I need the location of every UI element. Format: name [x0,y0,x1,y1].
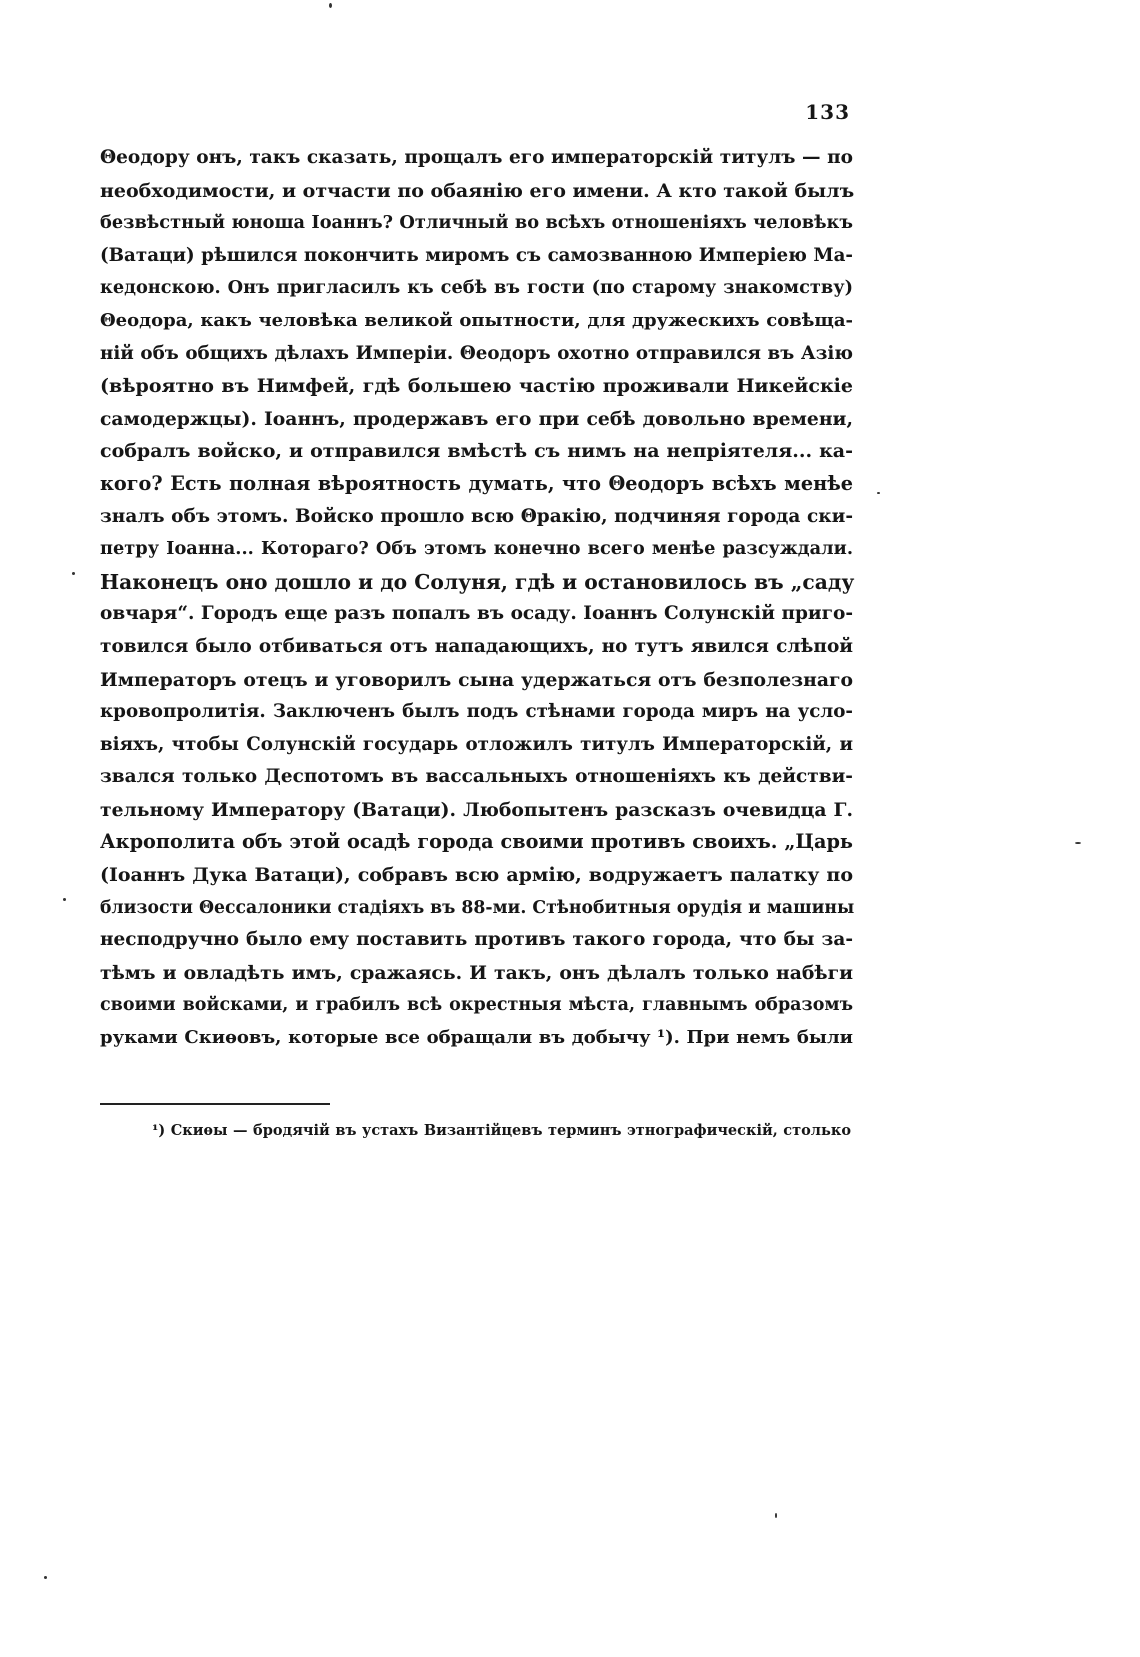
text-line: (вѣроятно въ Нимфей, гдѣ большею частію проживали Никейскіе [100,375,853,398]
text-line: тѣмъ и овладѣть имъ, сражаясь. И такъ, онъ дѣлалъ только набѣги [100,961,853,984]
scan-speck [44,1576,47,1579]
text-line: необходимости, и отчасти по обаянію его имени. А кто такой былъ [100,179,855,202]
text-line: несподручно было ему поставить противъ такого города, что бы за- [100,929,853,951]
scan-speck [877,492,880,494]
footnote-divider [100,1103,330,1105]
text-line: віяхъ, чтобы Солунскій государь отложилъ титулъ Императорскій, и [100,733,853,755]
text-line: овчаря“. Городъ еще разъ попалъ въ осаду. Іоаннъ Солунскій приго- [100,603,853,625]
text-line: тельному Императору (Ватаци). Любопытенъ разсказъ очевидца Г. [100,798,853,821]
text-line: Императоръ отецъ и уговорилъ сына удержаться отъ безполезнаго [100,668,853,691]
scan-speck [775,1513,777,1518]
text-line: Θеодора, какъ человѣка великой опытности, для дружескихъ совѣща- [100,309,853,331]
text-line: Θеодору онъ, такъ сказать, прощалъ его императорскій титулъ — по [100,147,853,168]
scan-speck [72,572,75,575]
page-number: 133 [805,100,850,124]
scan-speck [1075,842,1081,844]
text-line: Акрополита объ этой осадѣ города своими противъ своихъ. „Царь [100,830,853,854]
text-line: собралъ войско, и отправился вмѣстѣ съ нимъ на непріятеля... ка- [100,440,853,463]
body-text [100,142,853,1055]
text-line: товился было отбиваться отъ нападающихъ, но тутъ явился слѣпой [100,635,853,657]
text-line: звался только Деспотомъ въ вассальныхъ отношеніяхъ къ действи- [100,766,853,788]
text-line: своими войсками, и грабилъ всѣ окрестныя мѣста, главнымъ образомъ [100,995,853,1016]
text-line: самодержцы). Іоаннъ, продержавъ его при себѣ довольно времени, [100,407,853,430]
scan-speck [329,3,332,8]
footnote: ¹) Скиѳы — бродячій въ устахъ Византійцевъ терминъ этнографическій, столько [152,1122,851,1139]
text-line: близости Θессалоники стадіяхъ въ 88-ми. Стѣнобитныя орудія и машины [100,897,855,918]
text-line: кедонскою. Онъ пригласилъ къ себѣ въ гости (по старому знакомству) [100,277,853,299]
text-line: кровопролитія. Заключенъ былъ подъ стѣнами города миръ на усло- [100,701,853,723]
text-line: руками Скиѳовъ, которые все обращали въ добычу ¹). При немъ были [100,1027,853,1049]
text-line: ній объ общихъ дѣлахъ Имперіи. Θеодоръ охотно отправился въ Азію [100,342,853,364]
text-line: петру Іоанна... Котораго? Объ этомъ конечно всего менѣе разсуждали. [100,538,853,560]
text-line: безвѣстный юноша Іоаннъ? Отличный во всѣхъ отношеніяхъ человѣкъ [100,212,853,234]
text-line: зналъ объ этомъ. Войско прошло всю Θракію, подчиняя города ски- [100,505,853,527]
text-line: кого? Есть полная вѣроятность думать, что Θеодоръ всѣхъ менѣе [100,471,853,495]
text-line: (Іоаннъ Дука Ватаци), собравъ всю армію, водружаетъ палатку по [100,864,853,887]
text-line: Наконецъ оно дошло и до Солуня, гдѣ и остановилось въ „саду [100,569,855,594]
text-line: (Ватаци) рѣшился покончить миромъ съ самозванною Имперіею Ма- [100,244,853,266]
scan-speck [63,898,66,901]
